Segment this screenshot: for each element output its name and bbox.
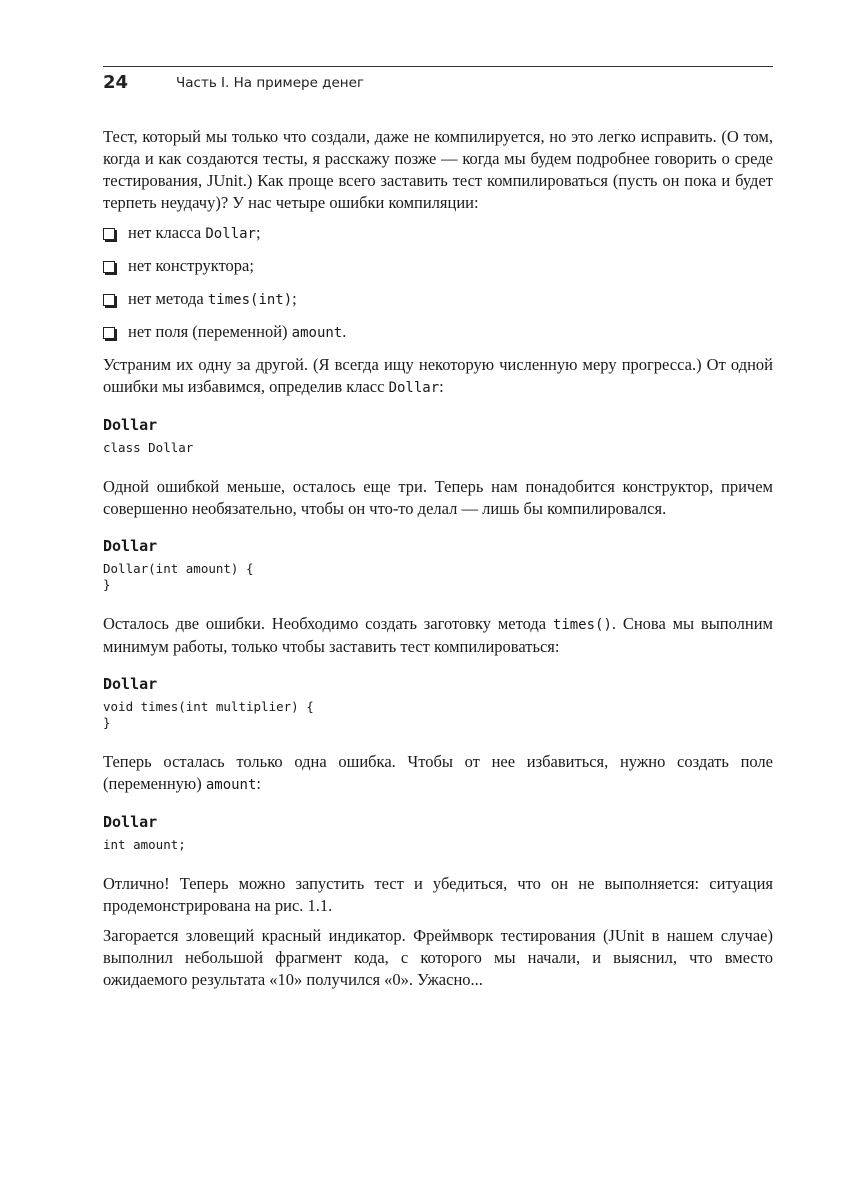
code-listing-body: void times(int multiplier) { } bbox=[103, 699, 314, 730]
code-listing-title: Dollar bbox=[103, 675, 158, 693]
paragraph: Устраним их одну за другой. (Я всегда ищу некоторую численную меру прогресса.) От одной ошибки мы избавимся, определив класс Dollar: bbox=[103, 355, 773, 396]
error-list bbox=[103, 222, 773, 344]
code-listing-body: int amount; bbox=[103, 837, 186, 852]
paragraph: Тест, который мы только что создали, даже не компилируется, но это легко исправить. (О том, когда и как создаются тесты, я расскажу позже — когда мы будем подробнее говорить о среде тестирования, JUnit.) Как проще всего заставить тест компилироваться (пусть он пока и будет терпеть неудачу)? У нас четыре ошибки компиляции: bbox=[103, 127, 773, 212]
list-item: нет конструктора; bbox=[103, 255, 773, 278]
checkbox-icon bbox=[103, 261, 115, 273]
header-rule bbox=[103, 66, 773, 67]
checkbox-icon bbox=[103, 327, 115, 339]
code-listing bbox=[103, 674, 773, 731]
code-listing-title: Dollar bbox=[103, 813, 158, 831]
list-item: нет метода times(int); bbox=[103, 288, 773, 311]
paragraph: Отлично! Теперь можно запустить тест и убедиться, что он не выполняется: ситуация продемонстрирована на рис. 1.1. bbox=[103, 874, 773, 915]
code-listing-body: class Dollar bbox=[103, 440, 194, 455]
paragraph: Одной ошибкой меньше, осталось еще три. Теперь нам понадобится конструктор, причем совершенно необязательно, чтобы он что-то делал — лишь бы компилировался. bbox=[103, 477, 773, 518]
code-listing bbox=[103, 536, 773, 593]
checkbox-icon bbox=[103, 294, 115, 306]
list-item: нет класса Dollar; bbox=[103, 222, 773, 245]
page-number: 24 bbox=[103, 72, 129, 93]
list-item: нет поля (переменной) amount. bbox=[103, 321, 773, 344]
code-listing bbox=[103, 415, 773, 456]
running-head: Часть I. На примере денег bbox=[176, 75, 365, 91]
code-listing-title: Dollar bbox=[103, 537, 158, 555]
paragraph: Теперь осталась только одна ошибка. Чтобы от нее избавиться, нужно создать поле (переменную) amount: bbox=[103, 752, 773, 793]
paragraph: Осталось две ошибки. Необходимо создать заготовку метода times(). Снова мы выполним минимум работы, только чтобы заставить тест компилироваться: bbox=[103, 614, 773, 656]
paragraph: Загорается зловещий красный индикатор. Фреймворк тестирования (JUnit в нашем случае) выполнил небольшой фрагмент кода, с которого мы начали, и выяснил, что вместо ожидаемого результата «10» получился «0». Ужасно... bbox=[103, 926, 773, 989]
checkbox-icon bbox=[103, 228, 115, 240]
code-listing-body: Dollar(int amount) { } bbox=[103, 561, 254, 592]
code-listing bbox=[103, 812, 773, 853]
page-body bbox=[103, 126, 773, 999]
code-listing-title: Dollar bbox=[103, 416, 158, 434]
